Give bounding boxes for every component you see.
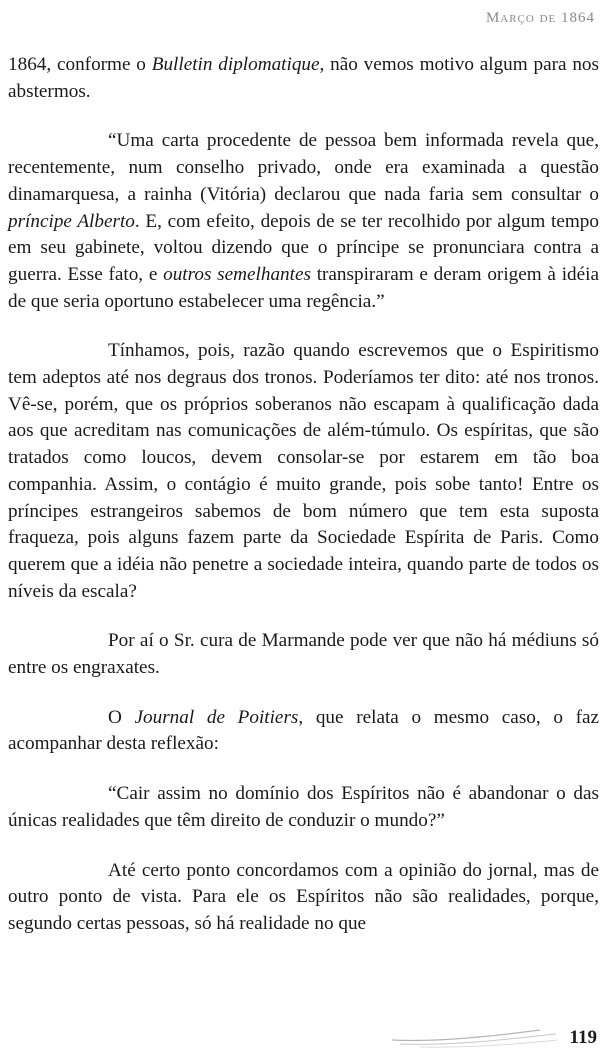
running-head: Março de 1864 xyxy=(485,10,595,26)
text-run: O xyxy=(108,706,135,728)
italic-run: príncipe Alberto xyxy=(8,210,135,232)
body-paragraph xyxy=(8,128,599,315)
page-body xyxy=(8,52,599,961)
text-run: “Uma carta procedente de pessoa bem informada revela que, recentemente, num conselho privado, onde era examinada a questão dinamarquesa, a rainha (Vitória) declarou que nada faria sem consultar o xyxy=(8,130,599,205)
text-run: 1864, conforme o xyxy=(8,54,152,75)
page-ornament-swash xyxy=(390,1026,560,1050)
body-paragraph xyxy=(8,338,599,605)
italic-run: Journal de Poitiers xyxy=(134,706,299,728)
body-paragraph xyxy=(8,52,599,105)
text-run: Por aí o Sr. cura de Marmande pode ver que não há médiuns só entre os engraxates. xyxy=(8,630,599,679)
italic-run: Bulletin diplomatique xyxy=(151,54,320,75)
body-paragraph xyxy=(8,781,599,834)
italic-run: outros semelhantes xyxy=(163,263,311,285)
body-paragraph xyxy=(8,705,599,758)
text-run: , que relata o mesmo caso, o faz acompanhar desta reflexão: xyxy=(8,706,600,755)
text-run: , não vemos motivo algum para nos abstermos. xyxy=(8,54,599,102)
page-number: 119 xyxy=(569,1027,597,1048)
text-run: Tínhamos, pois, razão quando escrevemos que o Espiritismo tem adeptos até nos degraus dos tronos. Poderíamos ter dito: até nos tronos. Vê-se, porém, que os próprios soberanos não escapam à qualificação dada aos que acreditam nas comunicações de além-túmulo. Os espíritas, que são tratados como loucos, devem consolar-se por estarem em tão boa companhia. Assim, o contágio é muito grande, pois sobe tanto! Entre os príncipes estrangeiros sabemos de bom número que tem esta suposta fraqueza, pois alguns fazem parte da Sociedade Espírita de Paris. Como querem que a idéia não penetre a sociedade inteira, quando parte de todos os níveis da escala? xyxy=(8,340,599,602)
body-paragraph xyxy=(8,858,599,938)
text-run: . E, com efeito, depois de se ter recolhido por algum tempo em seu gabinete, voltou dizendo que o príncipe se pronunciara contra a guerra. Esse fato, e xyxy=(8,210,599,285)
text-run: “Cair assim no domínio dos Espíritos não é abandonar o das únicas realidades que têm direito de conduzir o mundo?” xyxy=(8,783,599,831)
text-run: transpiraram e deram origem à idéia de que seria oportuno estabelecer uma regência.” xyxy=(8,263,599,312)
body-paragraph xyxy=(8,628,599,681)
text-run: Até certo ponto concordamos com a opinião do jornal, mas de outro ponto de vista. Para ele os Espíritos não são realidades, porque, segundo certas pessoas, só há realidade no que xyxy=(8,859,599,934)
